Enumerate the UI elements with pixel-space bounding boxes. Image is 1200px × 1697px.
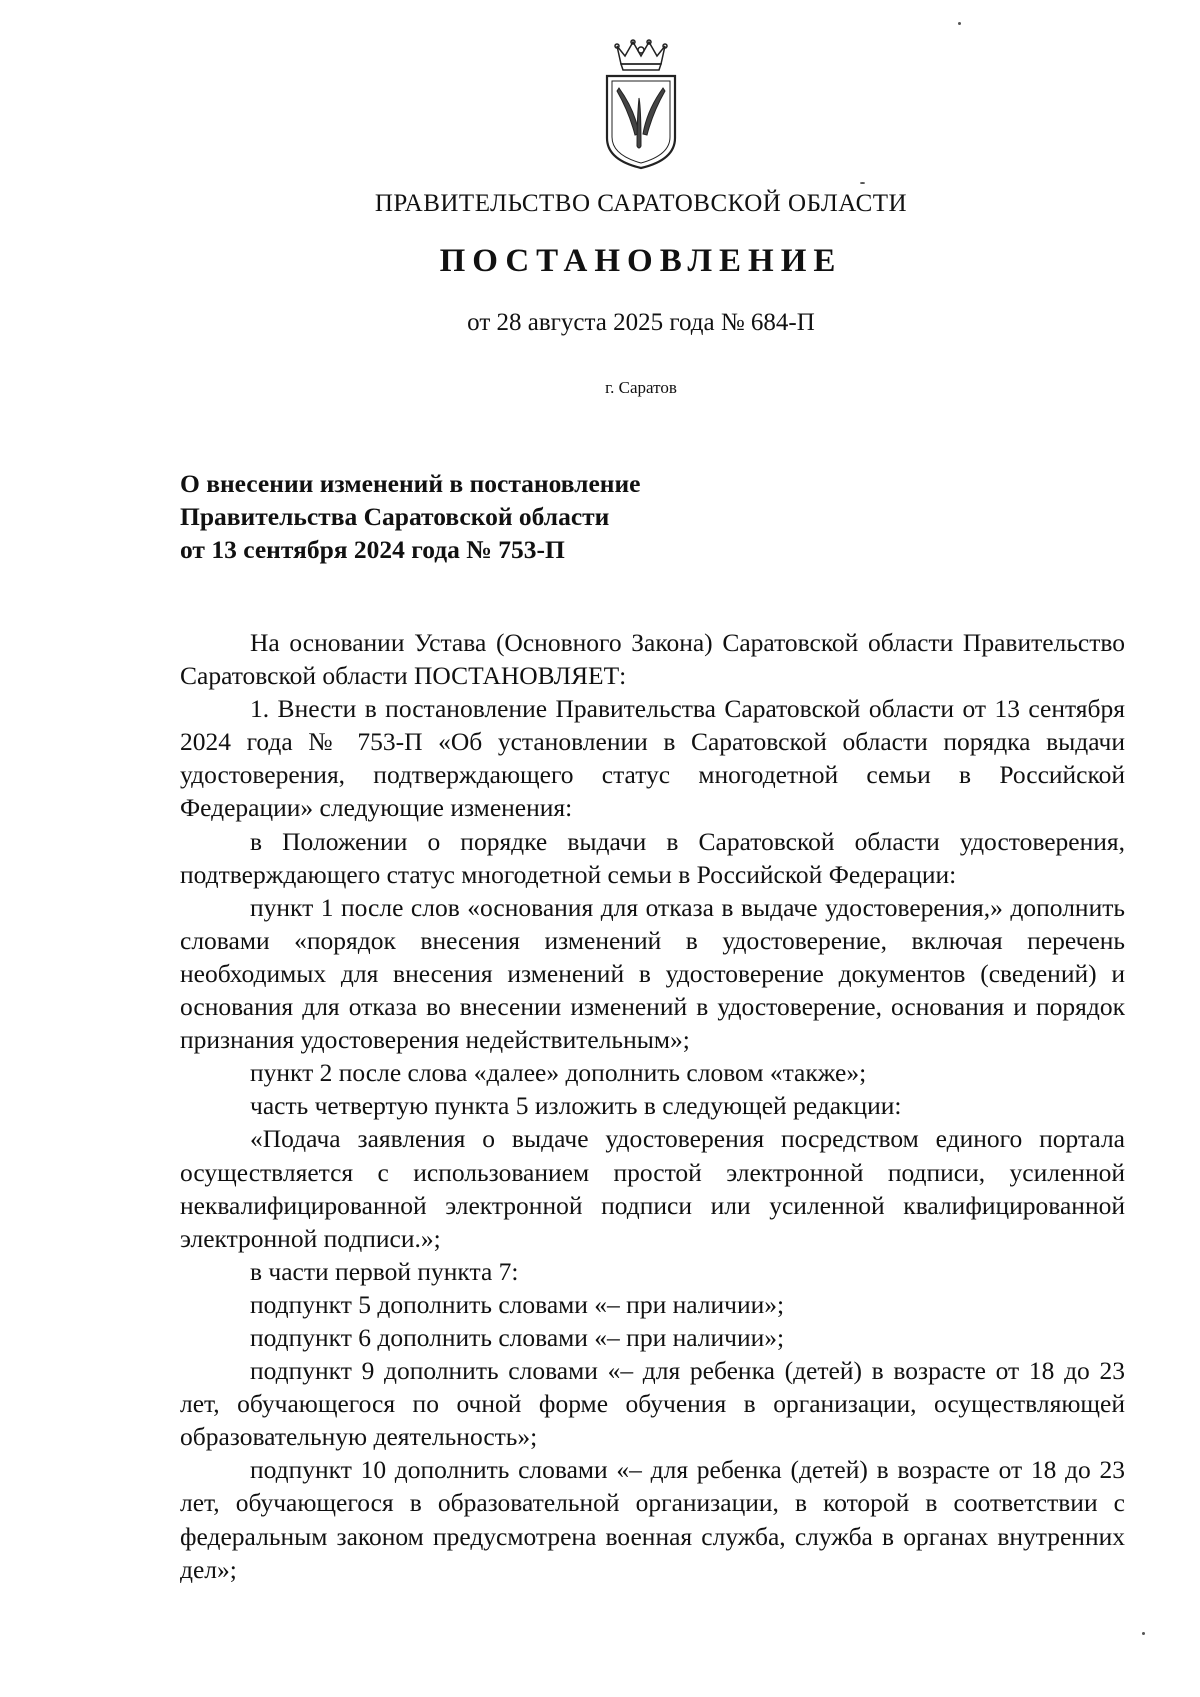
body-paragraph: подпункт 5 дополнить словами «– при наличии»; [250,1289,785,1319]
body-paragraph: 1. Внести в постановление Правительства Саратовской области от 13 сентября 2024 года № 753-П «Об установлении в Саратовской области порядка выдачи удостоверения, подтверждающего статус многодетной семьи в Российской Федерации» следующие изменения: [180,694,1125,823]
body-paragraph: подпункт 9 дополнить словами «– для ребенка (детей) в возрасте от 18 до 23 лет, обучающегося по очной форме обучения в организации, осуществляющей образовательную деятельность»; [180,1356,1125,1452]
scan-speck [1142,1632,1145,1635]
document-type-title: ПОСТАНОВЛЕНИЕ [439,243,843,279]
document-city: г. Саратов [605,378,677,397]
body-paragraph: подпункт 10 дополнить словами «– для ребенка (детей) в возрасте от 18 до 23 лет, обучающегося в образовательной организации, в которой в соответствии с федеральным законом предусмотрена военная служба, служба в органах внутренних дел»; [180,1455,1125,1584]
scan-speck [958,22,961,25]
document-date-number: от 28 августа 2025 года № 684-П [467,309,815,336]
subject-line: Правительства Саратовской области [180,502,610,531]
document-body [180,626,1125,1586]
document-subject [180,467,900,566]
coat-of-arms-emblem [601,38,681,170]
body-paragraph: часть четвертую пункта 5 изложить в следующей редакции: [250,1091,902,1121]
government-name: ПРАВИТЕЛЬСТВО САРАТОВСКОЙ ОБЛАСТИ [374,190,908,217]
subject-line: от 13 сентября 2024 года № 753-П [180,535,565,564]
body-paragraph: в Положении о порядке выдачи в Саратовской области удостоверения, подтверждающего статус многодетной семьи в Российской Федерации: [180,826,1125,889]
body-paragraph: На основании Устава (Основного Закона) Саратовской области Правительство Саратовской области ПОСТАНОВЛЯЕТ: [180,628,1125,691]
body-paragraph: «Подача заявления о выдаче удостоверения посредством единого портала осуществляется с использованием простой электронной подписи, усиленной неквалифицированной электронной подписи или усиленной квалифицированной электронной подписи.»; [180,1124,1125,1253]
subject-line: О внесении изменений в постановление [180,469,641,498]
body-paragraph: пункт 2 после слова «далее» дополнить словом «также»; [250,1058,867,1088]
body-paragraph: пункт 1 после слов «основания для отказа в выдаче удостоверения,» дополнить словами «порядок внесения изменений в удостоверение, включая перечень необходимых для внесения изменений в удостоверение документов (сведений) и основания для отказа во внесении изменений в удостоверение, основания и порядок признания удостоверения недействительным»; [180,892,1125,1055]
body-paragraph: подпункт 6 дополнить словами «– при наличии»; [250,1322,785,1352]
body-paragraph: в части первой пункта 7: [250,1256,519,1286]
scan-speck [860,182,865,184]
